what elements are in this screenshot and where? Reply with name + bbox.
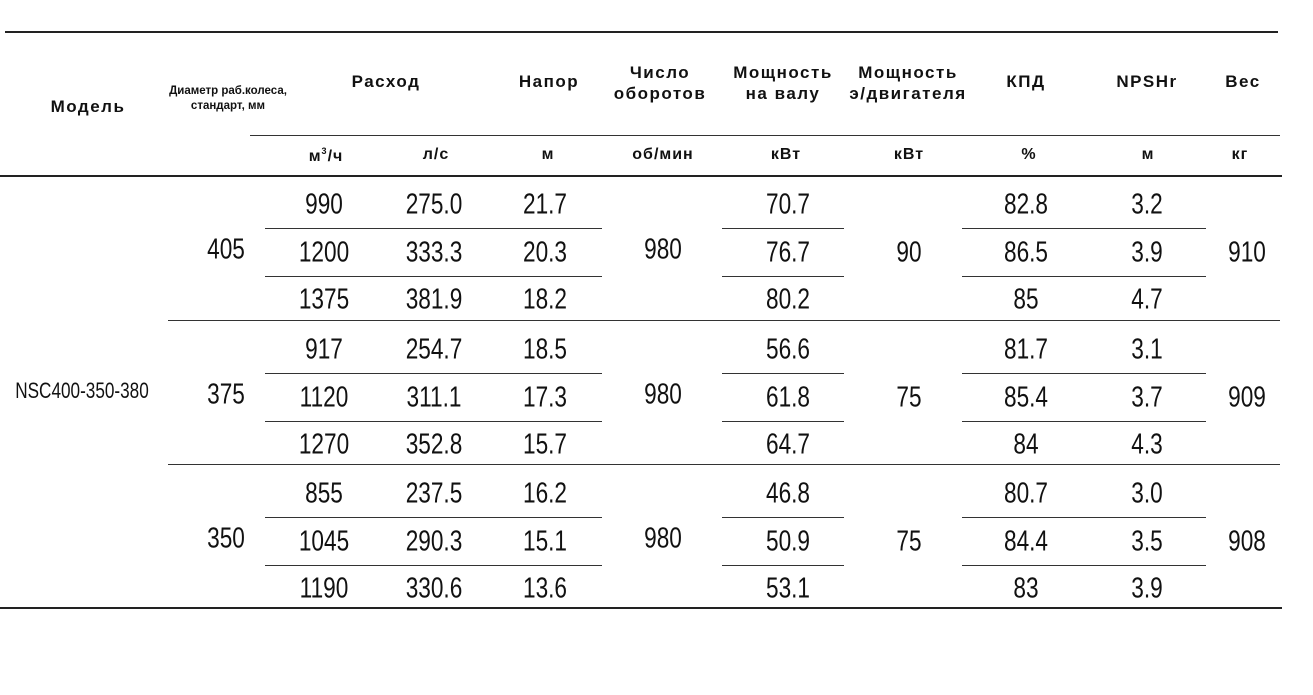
row-separator: [265, 517, 602, 518]
unit-weight: кг: [1231, 146, 1249, 163]
unit-flow-m3h: $м^3/ч$: [308, 146, 344, 165]
header-motor-power-line2: э/двигателя: [849, 84, 967, 103]
table-bottom-rule: [0, 607, 1282, 609]
npshr-cell: 3.9: [1131, 236, 1163, 268]
head-cell: 17.3: [522, 381, 568, 413]
flow-m3h-cell: 1120: [299, 381, 349, 413]
npshr-cell: 4.7: [1131, 283, 1163, 316]
header-diameter-line1: Диаметр раб.колеса,: [169, 85, 287, 97]
efficiency-cell: 86.5: [1003, 236, 1049, 268]
weight-cell: 909: [1228, 381, 1266, 413]
head-cell: 16.2: [522, 477, 568, 510]
group-divider-1: [168, 320, 1280, 321]
unit-flow-ls: л/с: [422, 146, 450, 163]
header-bottom-rule: [0, 175, 1282, 177]
row-separator: [962, 517, 1206, 518]
head-cell: 18.5: [522, 333, 568, 366]
row-separator: [265, 276, 602, 277]
unit-motor-power: кВт: [893, 146, 925, 163]
impeller-diameter-cell: 375: [207, 378, 245, 410]
efficiency-cell: 83: [1013, 572, 1039, 605]
shaft-power-cell: 56.6: [765, 333, 811, 366]
efficiency-cell: 80.7: [1003, 477, 1049, 510]
header-motor-power: [849, 62, 966, 104]
row-separator: [962, 421, 1206, 422]
weight-cell: 910: [1228, 236, 1266, 268]
head-cell: 15.7: [522, 428, 568, 461]
speed-cell: 980: [644, 233, 682, 265]
head-cell: 20.3: [522, 236, 568, 268]
table-top-rule: [5, 31, 1278, 33]
impeller-diameter-cell: 405: [207, 233, 245, 265]
header-diameter-line2: стандарт, мм: [190, 100, 266, 112]
header-divider: [250, 135, 1280, 136]
flow-m3h-cell: 917: [305, 333, 343, 366]
shaft-power-cell: 46.8: [765, 477, 811, 510]
row-separator: [722, 276, 844, 277]
unit-head: м: [541, 146, 555, 163]
shaft-power-cell: 80.2: [765, 283, 811, 316]
flow-m3h-cell: 855: [305, 477, 343, 510]
group-divider-2: [168, 464, 1280, 465]
shaft-power-cell: 76.7: [765, 236, 811, 268]
row-separator: [722, 565, 844, 566]
head-cell: 13.6: [522, 572, 568, 605]
flow-ls-cell: 381.9: [405, 283, 463, 316]
flow-m3h-cell: 990: [305, 188, 343, 221]
speed-cell: 980: [644, 522, 682, 554]
unit-efficiency: %: [1021, 146, 1037, 163]
npshr-cell: 4.3: [1131, 428, 1163, 461]
header-head: Напор: [518, 72, 580, 91]
model-name: NSC400-350-380: [15, 378, 149, 403]
header-efficiency: КПД: [1006, 72, 1046, 91]
npshr-cell: 3.2: [1131, 188, 1163, 221]
weight-cell: 908: [1228, 525, 1266, 557]
row-separator: [265, 421, 602, 422]
flow-ls-cell: 237.5: [405, 477, 463, 510]
flow-m3h-cell: 1190: [299, 572, 349, 605]
motor-power-cell: 75: [896, 525, 922, 557]
efficiency-cell: 84: [1013, 428, 1039, 461]
row-separator: [722, 373, 844, 374]
shaft-power-cell: 53.1: [765, 572, 811, 605]
flow-m3h-cell: 1200: [298, 236, 350, 268]
row-separator: [962, 228, 1206, 229]
motor-power-cell: 90: [896, 236, 922, 268]
shaft-power-cell: 70.7: [765, 188, 811, 221]
header-shaft-power-line2: на валу: [745, 84, 821, 103]
head-cell: 21.7: [522, 188, 568, 221]
efficiency-cell: 81.7: [1003, 333, 1049, 366]
flow-ls-cell: 352.8: [405, 428, 463, 461]
shaft-power-cell: 61.8: [765, 381, 811, 413]
head-cell: 15.1: [522, 525, 568, 557]
npshr-cell: 3.9: [1131, 572, 1163, 605]
flow-ls-cell: 333.3: [405, 236, 463, 268]
row-separator: [722, 228, 844, 229]
flow-ls-cell: 290.3: [405, 525, 463, 557]
row-separator: [265, 228, 602, 229]
header-speed-line1: Число: [629, 63, 691, 82]
header-npshr: NPSHr: [1116, 72, 1178, 91]
flow-ls-cell: 330.6: [405, 572, 463, 605]
header-motor-power-line1: Мощность: [858, 63, 958, 82]
npshr-cell: 3.1: [1131, 333, 1163, 366]
efficiency-cell: 84.4: [1003, 525, 1049, 557]
flow-ls-cell: 254.7: [405, 333, 463, 366]
unit-npshr: м: [1141, 146, 1155, 163]
shaft-power-cell: 64.7: [765, 428, 811, 461]
shaft-power-cell: 50.9: [765, 525, 811, 557]
npshr-cell: 3.5: [1131, 525, 1163, 557]
header-model: Модель: [50, 97, 126, 116]
row-separator: [722, 517, 844, 518]
efficiency-cell: 85: [1013, 283, 1039, 316]
header-speed-line2: оборотов: [613, 84, 707, 103]
unit-shaft-power: кВт: [770, 146, 802, 163]
npshr-cell: 3.7: [1131, 381, 1163, 413]
flow-ls-cell: 275.0: [405, 188, 463, 221]
row-separator: [962, 565, 1206, 566]
npshr-cell: 3.0: [1131, 477, 1163, 510]
flow-m3h-cell: 1045: [298, 525, 350, 557]
flow-m3h-cell: 1375: [298, 283, 350, 316]
flow-m3h-cell: 1270: [298, 428, 350, 461]
flow-ls-cell: 311.1: [406, 381, 462, 413]
head-cell: 18.2: [522, 283, 568, 316]
motor-power-cell: 75: [896, 381, 922, 413]
row-separator: [962, 373, 1206, 374]
speed-cell: 980: [644, 378, 682, 410]
row-separator: [722, 421, 844, 422]
row-separator: [265, 373, 602, 374]
row-separator: [265, 565, 602, 566]
row-separator: [962, 276, 1206, 277]
header-speed: [614, 62, 707, 104]
header-weight: Вес: [1225, 72, 1261, 91]
header-diameter: [169, 84, 287, 114]
efficiency-cell: 85.4: [1003, 381, 1049, 413]
efficiency-cell: 82.8: [1003, 188, 1049, 221]
impeller-diameter-cell: 350: [207, 522, 245, 554]
unit-speed: об/мин: [632, 146, 694, 163]
header-shaft-power: [733, 62, 833, 104]
header-shaft-power-line1: Мощность: [733, 63, 833, 82]
header-flow: Расход: [351, 72, 421, 91]
